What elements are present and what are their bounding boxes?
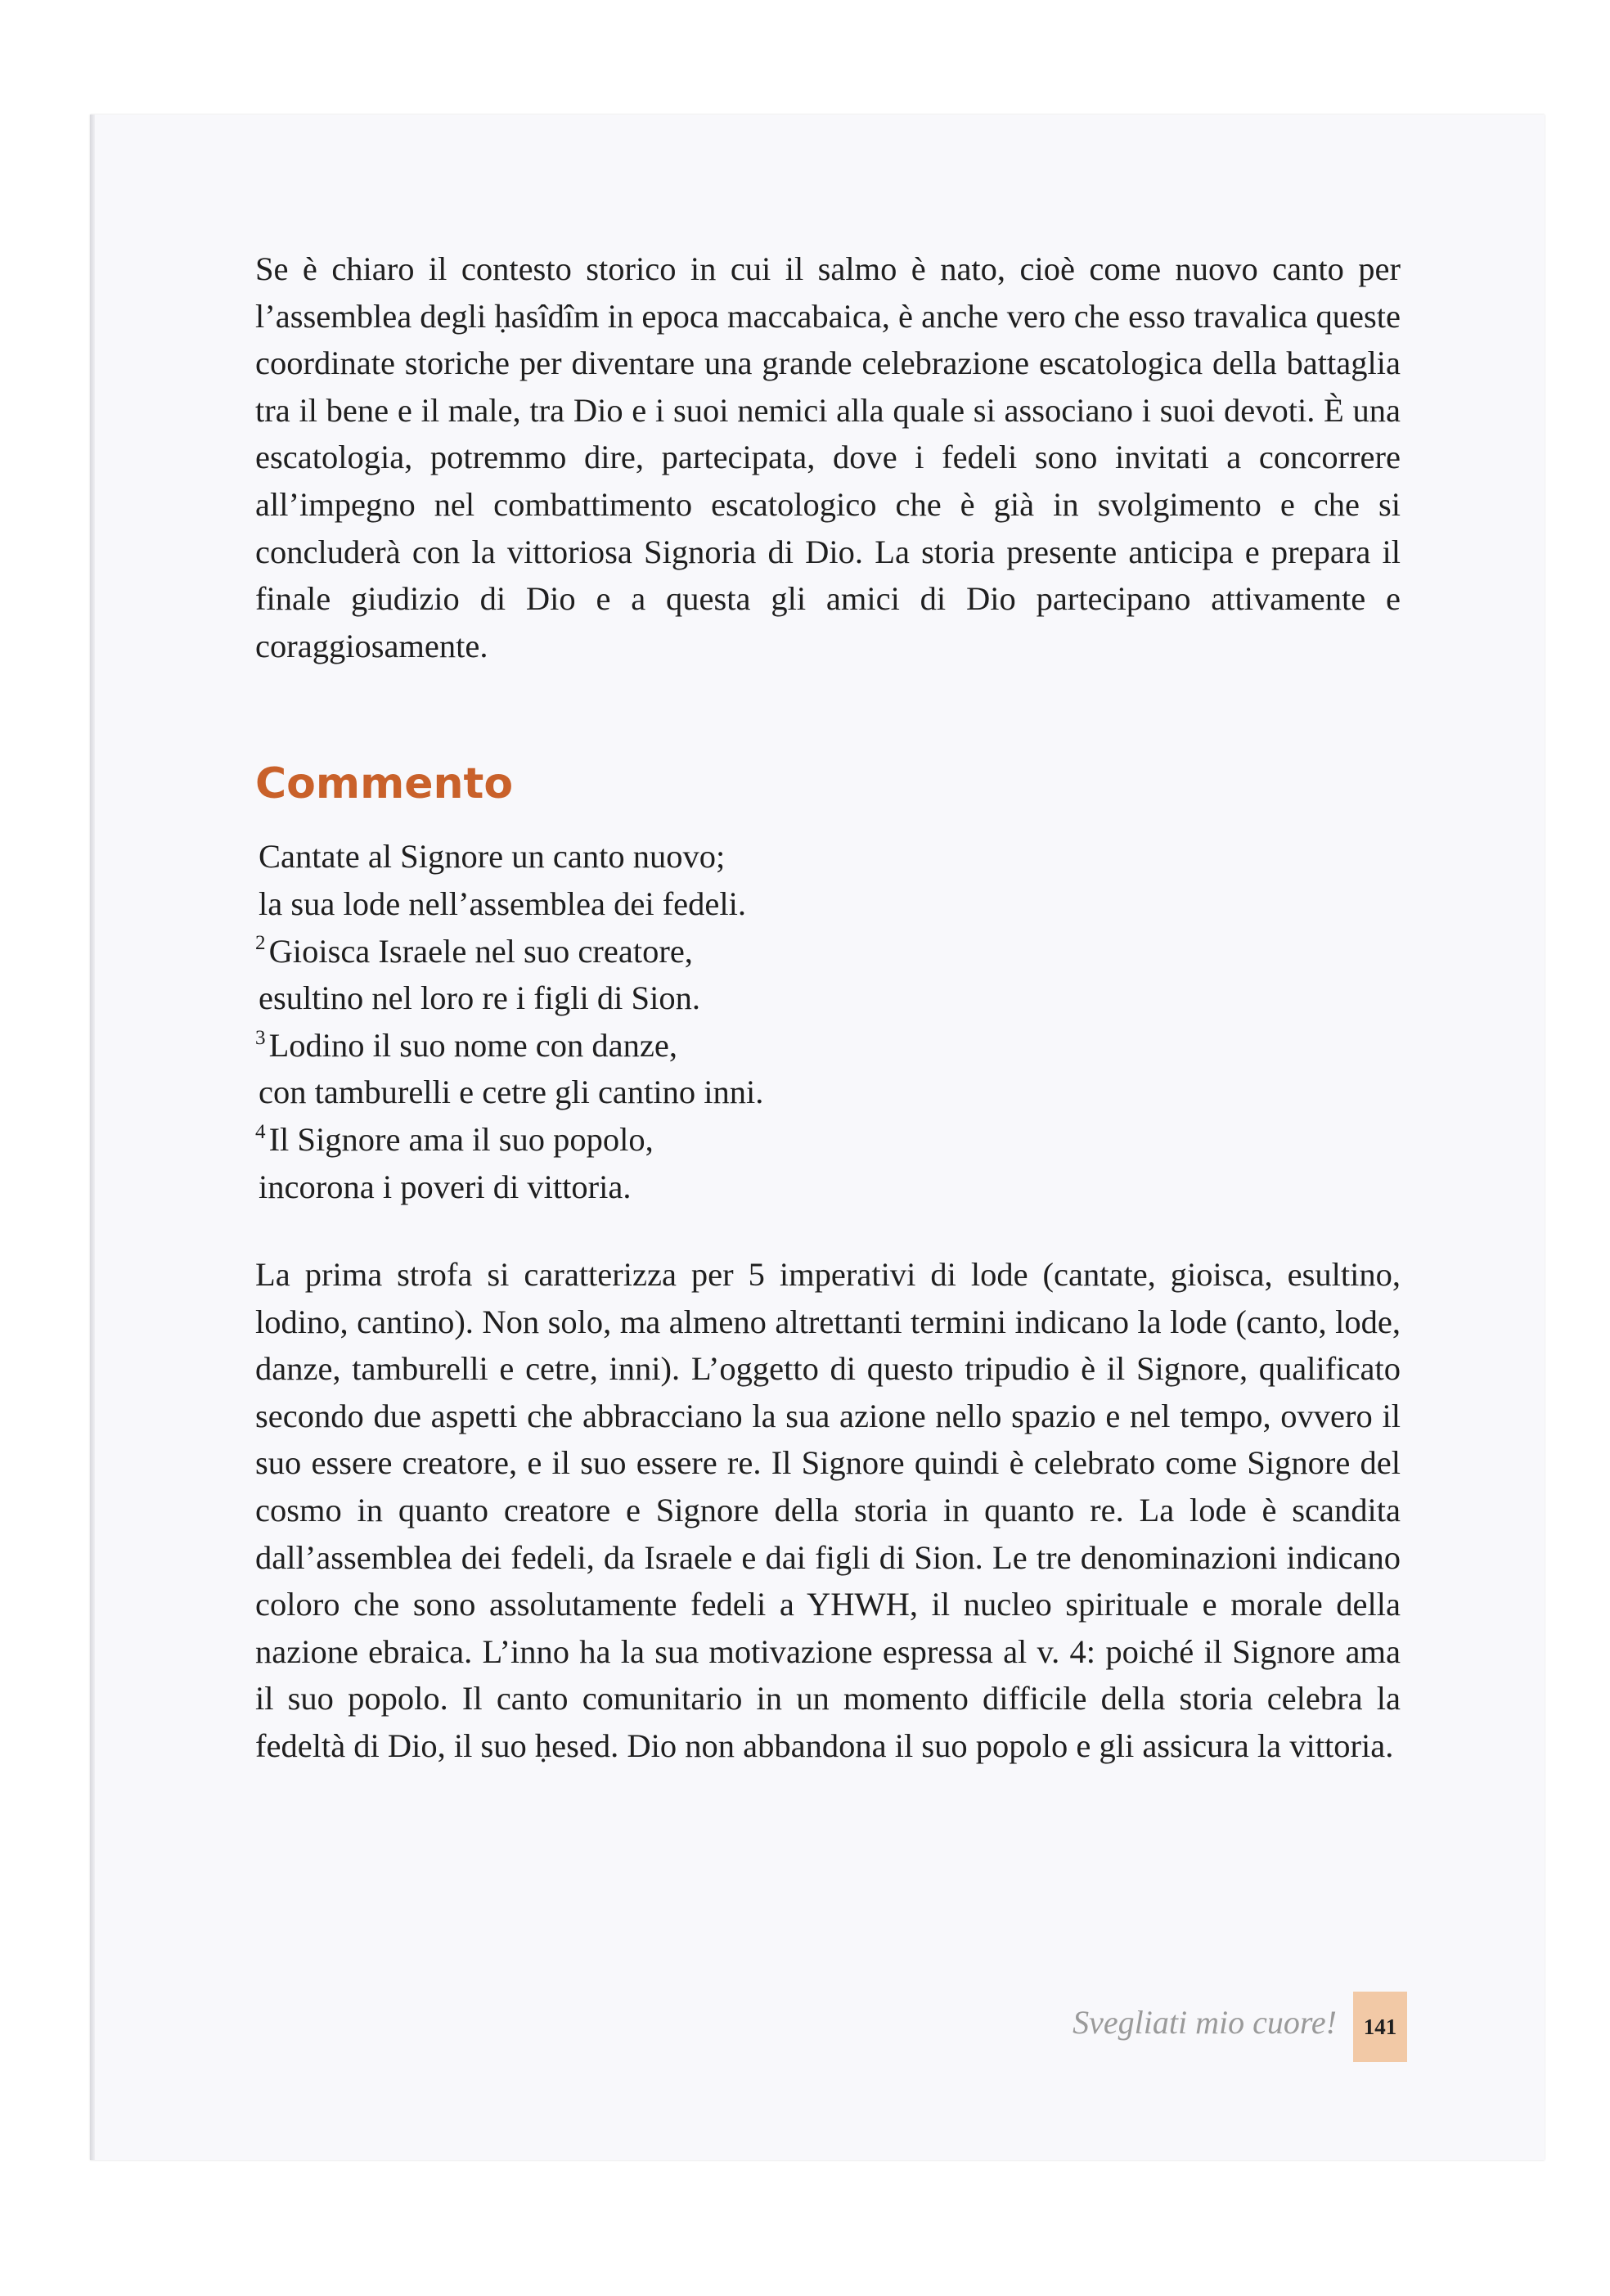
verse-line xyxy=(255,833,1401,880)
verse-line xyxy=(255,1069,1401,1116)
verse-text: Il Signore ama il suo popolo, xyxy=(268,1120,654,1158)
verse-number: 3 xyxy=(255,1026,266,1049)
intro-paragraph: Se è chiaro il contesto storico in cui il salmo è nato, cioè come nuovo canto per l’assemblea degli ḥasîdîm in epoca maccabaica, è anche vero che esso travalica queste coordinate storiche per diventare una grande celebrazione escatologica della battaglia tra il bene e il male, tra Dio e i suoi nemici alla quale si associano i suoi devoti. È una escatologia, potremmo dire, partecipata, dove i fedeli sono invitati a concorrere all’impegno nel combattimento escatologico che è già in svolgimento e che si concluderà con la vittoriosa Signoria di Dio. La storia presente anticipa e prepara il finale giudizio di Dio e a questa gli amici di Dio partecipano attivamente e coraggiosamente. xyxy=(255,250,1401,664)
verse-text: la sua lode nell’assemblea dei fedeli. xyxy=(259,885,747,922)
page-text-block xyxy=(255,245,1401,1770)
verse-text: incorona i poveri di vittoria. xyxy=(259,1168,632,1205)
verse-line xyxy=(255,1116,1401,1164)
page-spine xyxy=(90,115,95,2160)
verse-text: con tamburelli e cetre gli cantino inni. xyxy=(259,1074,764,1111)
verse-text: Lodino il suo nome con danze, xyxy=(268,1026,677,1064)
verse-line xyxy=(255,1022,1401,1069)
verse-line xyxy=(255,1164,1401,1211)
verse-line xyxy=(255,975,1401,1022)
verse-text: Gioisca Israele nel suo creatore, xyxy=(268,932,693,970)
verse-line xyxy=(255,928,1401,975)
verse-number: 4 xyxy=(255,1120,266,1143)
section-heading: Commento xyxy=(255,759,514,809)
verse-text: esultino nel loro re i figli di Sion. xyxy=(259,979,700,1017)
commentary-paragraph: La prima strofa si caratterizza per 5 imperativi di lode (cantate, gioisca, esultino, lodino, cantino). Non solo, ma almeno altrettanti termini indicano la lode (canto, lode, danze, tamburelli e cetre, inni). L’oggetto di questo tripudio è il Signore, qualificato secondo due aspetti che abbracciano la sua azione nello spazio e nel tempo, ovvero il suo essere creatore, e il suo essere re. Il Signore quindi è celebrato come Signore del cosmo in quanto creatore e Signore della storia in quanto re. La lode è scandita dall’assemblea dei fedeli, da Israele e dai figli di Sion. Le tre denominazioni indicano coloro che sono assolutamente fedeli a YHWH, il nucleo spirituale e morale della nazione ebraica. L’inno ha la sua motivazione espressa al v. 4: poiché il Signore ama il suo popolo. Il canto comunitario in un momento difficile della storia celebra la fedeltà di Dio, il suo ḥesed. Dio non abbandona il suo popolo e gli assicura la vittoria. xyxy=(255,1256,1401,1765)
page-footer xyxy=(933,1992,1407,2062)
psalm-verses xyxy=(255,833,1401,1210)
verse-text: Cantate al Signore un canto nuovo; xyxy=(259,838,726,876)
running-title: Svegliati mio cuore! xyxy=(1073,2004,1337,2041)
verse-number: 2 xyxy=(255,932,266,955)
verse-line xyxy=(255,880,1401,928)
page-number-tab: 141 xyxy=(1353,1992,1407,2062)
